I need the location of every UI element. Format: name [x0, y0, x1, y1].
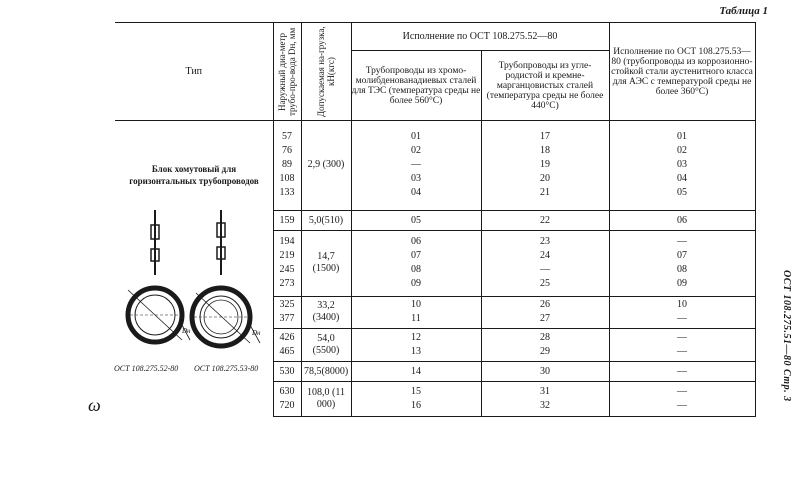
- dn-label-right: Dн: [252, 329, 261, 337]
- col2-cell-value: 22: [540, 214, 550, 226]
- col3-cell: [609, 361, 755, 381]
- col3-cell-value: 05: [677, 187, 687, 199]
- col2-cell-value: —: [540, 264, 550, 276]
- diameter-cell-value: 377: [279, 313, 295, 325]
- corner-mark: ω: [88, 395, 101, 415]
- col3-cell-value: —: [677, 346, 687, 358]
- col2-cell: [481, 382, 609, 417]
- col2-cell-value: 19: [540, 159, 550, 171]
- col2-cell-value: 18: [540, 145, 550, 157]
- dn-label-left: Dн: [182, 327, 191, 335]
- col1-cell-value: 12: [411, 332, 421, 344]
- header-load: Допускаемая на-грузка, кН(кгс): [301, 23, 351, 121]
- col2-cell: [481, 231, 609, 296]
- col3-cell: [609, 231, 755, 296]
- diameter-cell: [273, 231, 301, 296]
- table-label: Таблица 1: [719, 5, 768, 17]
- diameter-cell-value: 325: [279, 299, 295, 311]
- col1-cell-value: 11: [411, 313, 421, 325]
- col1-cell: [351, 382, 481, 417]
- col1-cell-value: 01: [411, 131, 421, 143]
- header-diameter: Наружный диа-метр трубо-про-вода Dн, мм: [273, 23, 301, 121]
- col1-cell-value: 16: [411, 400, 421, 412]
- diameter-cell-value: 194: [279, 236, 295, 248]
- load-value: 2,9 (300): [307, 159, 345, 171]
- load-value: 33,2 (3400): [312, 300, 340, 324]
- col2-cell-value: 29: [540, 346, 550, 358]
- load-cell: [301, 382, 351, 417]
- col1-cell-value: 10: [411, 299, 421, 311]
- col2-cell-value: 21: [540, 187, 550, 199]
- col2-cell: [481, 329, 609, 362]
- diameter-cell-value: 57: [282, 131, 292, 143]
- col1-cell: [351, 231, 481, 296]
- diameter-cell: [273, 329, 301, 362]
- col2-cell-value: 27: [540, 313, 550, 325]
- col3-cell-value: 04: [677, 173, 687, 185]
- col3-cell-value: 02: [677, 145, 687, 157]
- load-cell: [301, 329, 351, 362]
- diameter-cell: [273, 382, 301, 417]
- diameter-cell-value: 133: [279, 187, 295, 199]
- col1-cell-value: 05: [411, 214, 421, 226]
- load-cell: [301, 296, 351, 329]
- load-cell: [301, 210, 351, 230]
- col3-cell: [609, 210, 755, 230]
- col3-cell-value: —: [677, 236, 687, 248]
- side-page-marker: ОСТ 108.275.51—80 Стр. 3: [781, 270, 792, 402]
- col1-cell-value: 04: [411, 187, 421, 199]
- col3-cell: [609, 296, 755, 329]
- col2-cell-value: 24: [540, 250, 550, 262]
- diameter-cell-value: 530: [279, 365, 295, 377]
- diameter-cell: [273, 296, 301, 329]
- load-value: 108,0 (11 000): [307, 387, 345, 411]
- col3-cell-value: 10: [677, 299, 687, 311]
- header-type: Тип: [115, 23, 273, 121]
- caption-left: ОСТ 108.275.52-80: [114, 364, 179, 373]
- type-column-overlay: [114, 125, 270, 375]
- load-value: 54,0 (5500): [312, 333, 340, 357]
- col3-cell-value: —: [677, 400, 687, 412]
- clamp-right-figure: [192, 210, 260, 346]
- load-cell: [301, 121, 351, 211]
- clamp-drawing: [118, 205, 270, 365]
- col3-cell-value: 06: [677, 214, 687, 226]
- col3-cell-value: 01: [677, 131, 687, 143]
- diameter-cell-value: 89: [282, 159, 292, 171]
- col1-cell: [351, 121, 481, 211]
- col2-cell-value: 30: [540, 365, 550, 377]
- diameter-cell-value: 245: [279, 264, 295, 276]
- col3-cell-value: —: [677, 332, 687, 344]
- col1-cell: [351, 361, 481, 381]
- diameter-cell-value: 273: [279, 278, 295, 290]
- diameter-cell-value: 720: [279, 400, 295, 412]
- col3-cell: [609, 121, 755, 211]
- load-value: 5,0(510): [308, 214, 344, 226]
- col3-cell-value: 03: [677, 159, 687, 171]
- diameter-cell-value: 219: [279, 250, 295, 262]
- load-value: 78,5(8000): [304, 365, 349, 377]
- header-col1: Трубопроводы из хромо-молибденованадиевых сталей для ТЭС (температура среды не более 560°С): [351, 51, 481, 121]
- col2-cell-value: 25: [540, 278, 550, 290]
- col3-cell-value: —: [677, 386, 687, 398]
- col1-cell-value: —: [411, 159, 421, 171]
- col3-cell-value: 09: [677, 278, 687, 290]
- col1-cell: [351, 329, 481, 362]
- diameter-cell: [273, 121, 301, 211]
- col3-cell-value: —: [677, 313, 687, 325]
- load-cell: [301, 361, 351, 381]
- col1-cell-value: 09: [411, 278, 421, 290]
- load-cell: [301, 231, 351, 296]
- diameter-cell-value: 465: [279, 346, 295, 358]
- clamp-left-figure: [128, 210, 190, 342]
- col1-cell-value: 13: [411, 346, 421, 358]
- col3-cell-value: 07: [677, 250, 687, 262]
- diameter-cell-value: 76: [282, 145, 292, 157]
- col1-cell-value: 08: [411, 264, 421, 276]
- diameter-cell-value: 426: [279, 332, 295, 344]
- header-col3: Исполнение по ОСТ 108.275.53—80 (трубопроводы из коррозионно-стойкой стали аустенитного класса для АЭС с температурой среды не более 360°С): [609, 23, 755, 121]
- col2-cell-value: 17: [540, 131, 550, 143]
- diameter-cell: [273, 361, 301, 381]
- col1-cell-value: 14: [411, 365, 421, 377]
- col2-cell-value: 32: [540, 400, 550, 412]
- col2-cell-value: 23: [540, 236, 550, 248]
- col2-cell: [481, 210, 609, 230]
- col2-cell-value: 26: [540, 299, 550, 311]
- caption-right: ОСТ 108.275.53-80: [194, 364, 259, 373]
- col2-cell: [481, 296, 609, 329]
- diameter-cell: [273, 210, 301, 230]
- col1-cell-value: 03: [411, 173, 421, 185]
- col1-cell: [351, 210, 481, 230]
- col1-cell-value: 02: [411, 145, 421, 157]
- col2-cell-value: 31: [540, 386, 550, 398]
- col1-cell-value: 15: [411, 386, 421, 398]
- col3-cell-value: —: [677, 365, 687, 377]
- diameter-cell-value: 108: [279, 173, 295, 185]
- row-label: Блок хомутовый для горизонтальных трубопроводов: [129, 164, 259, 186]
- col1-cell-value: 07: [411, 250, 421, 262]
- col3-cell-value: 08: [677, 264, 687, 276]
- col2-cell: [481, 361, 609, 381]
- col3-cell: [609, 382, 755, 417]
- header-col2: Трубопроводы из угле-родистой и кремне-марганцовистых сталей (температура среды не более 440°С): [481, 51, 609, 121]
- col3-cell: [609, 329, 755, 362]
- load-value: 14,7 (1500): [312, 251, 340, 275]
- diameter-cell-value: 159: [279, 214, 295, 226]
- diameter-cell-value: 630: [279, 386, 295, 398]
- col1-cell: [351, 296, 481, 329]
- col2-cell: [481, 121, 609, 211]
- col1-cell-value: 06: [411, 236, 421, 248]
- col2-cell-value: 20: [540, 173, 550, 185]
- header-group-a: Исполнение по ОСТ 108.275.52—80: [351, 23, 609, 51]
- col2-cell-value: 28: [540, 332, 550, 344]
